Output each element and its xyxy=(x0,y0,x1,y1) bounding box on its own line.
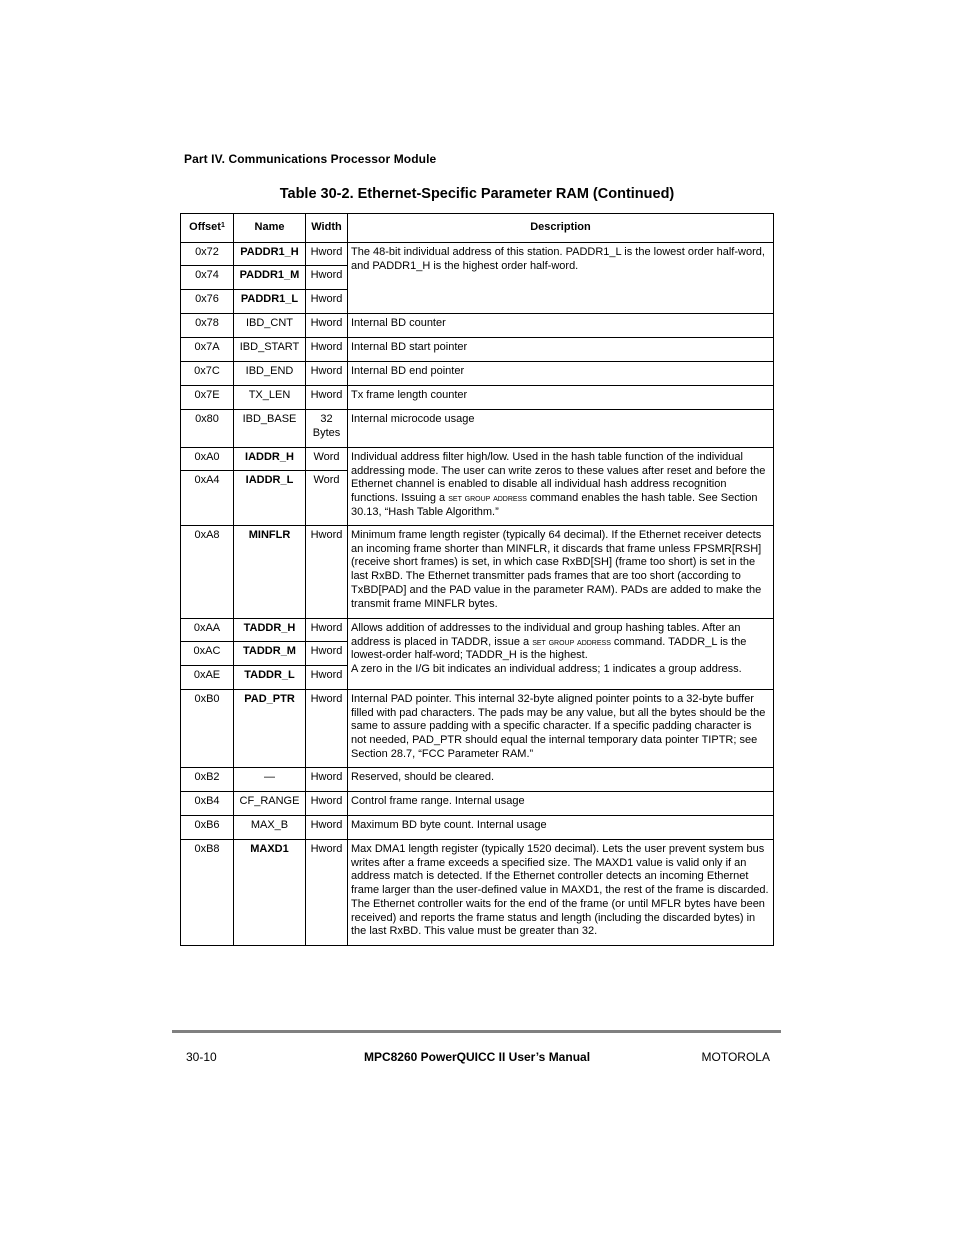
company-name: MOTOROLA xyxy=(701,1050,770,1064)
cell-width: Hword xyxy=(306,690,348,768)
cell-offset: 0x74 xyxy=(181,266,234,290)
cell-name: IBD_END xyxy=(234,362,306,386)
table-row xyxy=(181,410,774,448)
cell-width: Word xyxy=(306,471,348,526)
cell-description: Internal PAD pointer. This internal 32-byte aligned pointer points to a 32-byte buffer filled with pad characters. The pads may be any value, but all the bytes should be the same to assure padding with a specific character. If a specific padding character is not needed, PAD_PTR should equal the internal temporary data pointer TIPTR; see Section 28.7, “FCC Parameter RAM.” xyxy=(348,690,774,768)
col-header-name: Name xyxy=(234,214,306,243)
cell-name: IBD_CNT xyxy=(234,314,306,338)
cell-name: MAX_B xyxy=(234,816,306,840)
cell-description: Minimum frame length register (typically 64 decimal). If the Ethernet receiver detects an incoming frame shorter than MINFLR, it discards that frame unless FPSMR[RSH] (receive short frames) is set, in which case RxBD[SH] (frame too short) is set in the last RxBD. The Ethernet transmitter pads frames that are too short (according to TxBD[PAD] and the PAD value in the parameter RAM). PADs are added to make the transmit frame MINFLR bytes. xyxy=(348,526,774,619)
table-row xyxy=(181,338,774,362)
cell-description: Max DMA1 length register (typically 1520 decimal). Lets the user prevent system bus writes after a frame exceeds a specified size. The MAXD1 value is valid only if an address match is detected. If the Ethernet controller detects an incoming Ethernet frame larger than the user-defined value in MAXD1, the rest of the frame is discarded. The Ethernet controller waits for the end of the frame (or until MFLR bytes have been received) and reports the frame status and length (including the discarded bytes) in the last RxBD. This value must be greater than 32. xyxy=(348,840,774,946)
table-row xyxy=(181,243,774,266)
cell-name: PADDR1_H xyxy=(234,243,306,266)
table-row xyxy=(181,386,774,410)
cell-offset: 0xAE xyxy=(181,666,234,690)
cell-width: Word xyxy=(306,448,348,471)
cell-offset: 0x7C xyxy=(181,362,234,386)
cell-description: Individual address filter high/low. Used in the hash table function of the individual addressing mode. The user can write zeros to these values after reset and before the Ethernet channel is enabled to disable all individual hash address recognition functions. Issuing a set group address command enables the hash table. See Section 30.13, “Hash Table Algorithm.” xyxy=(348,448,774,526)
cell-offset: 0xB4 xyxy=(181,792,234,816)
cell-offset: 0xAA xyxy=(181,619,234,642)
cell-offset: 0xB8 xyxy=(181,840,234,946)
footnote-marker: 1 xyxy=(220,222,225,230)
cell-offset: 0x76 xyxy=(181,290,234,314)
cell-name: MINFLR xyxy=(234,526,306,619)
cell-name: IADDR_H xyxy=(234,448,306,471)
cell-width: Hword xyxy=(306,642,348,666)
cell-offset: 0x7A xyxy=(181,338,234,362)
cell-width: Hword xyxy=(306,666,348,690)
cell-name: — xyxy=(234,768,306,792)
cell-description: Control frame range. Internal usage xyxy=(348,792,774,816)
cell-offset: 0xA8 xyxy=(181,526,234,619)
cell-description: The 48-bit individual address of this station. PADDR1_L is the lowest order half-word, and PADDR1_H is the highest order half-word. xyxy=(348,243,774,314)
cell-width: Hword xyxy=(306,816,348,840)
cell-name: IBD_START xyxy=(234,338,306,362)
cell-description: Internal microcode usage xyxy=(348,410,774,448)
col-header-offset: Offset$^1$ xyxy=(181,214,234,243)
cell-name: CF_RANGE xyxy=(234,792,306,816)
cell-offset: 0x80 xyxy=(181,410,234,448)
cell-offset: 0x78 xyxy=(181,314,234,338)
cell-offset: 0xAC xyxy=(181,642,234,666)
cell-width: 32 Bytes xyxy=(306,410,348,448)
col-header-width: Width xyxy=(306,214,348,243)
table-row xyxy=(181,619,774,642)
cell-width: Hword xyxy=(306,619,348,642)
footer-divider xyxy=(172,1030,781,1033)
cell-width: Hword xyxy=(306,290,348,314)
cell-name: TADDR_M xyxy=(234,642,306,666)
running-header: Part IV. Communications Processor Module xyxy=(184,152,437,166)
col-header-description: Description xyxy=(348,214,774,243)
cell-width: Hword xyxy=(306,792,348,816)
cell-width: Hword xyxy=(306,314,348,338)
cell-offset: 0x7E xyxy=(181,386,234,410)
cell-name: PADDR1_L xyxy=(234,290,306,314)
cell-description: Reserved, should be cleared. xyxy=(348,768,774,792)
cell-name: PADDR1_M xyxy=(234,266,306,290)
cell-width: Hword xyxy=(306,526,348,619)
cell-description: Tx frame length counter xyxy=(348,386,774,410)
cell-description: Internal BD end pointer xyxy=(348,362,774,386)
parameter-ram-table xyxy=(180,213,774,946)
cell-description: Internal BD start pointer xyxy=(348,338,774,362)
table-row xyxy=(181,840,774,946)
manual-title: MPC8260 PowerQUICC II User’s Manual xyxy=(363,1050,591,1064)
cell-offset: 0xB2 xyxy=(181,768,234,792)
cell-width: Hword xyxy=(306,243,348,266)
cell-width: Hword xyxy=(306,768,348,792)
cell-name: TADDR_H xyxy=(234,619,306,642)
cell-name: IBD_BASE xyxy=(234,410,306,448)
table-row xyxy=(181,314,774,338)
cell-name: TADDR_L xyxy=(234,666,306,690)
cell-width: Hword xyxy=(306,840,348,946)
cell-description: Allows addition of addresses to the individual and group hashing tables. After an address is placed in TADDR, issue a set group address command. TADDR_L is the lowest-order half-word; TADDR_H is the highest. A zero in the I/G bit indicates an individual address; 1 indicates a group address. xyxy=(348,619,774,690)
table-row xyxy=(181,690,774,768)
cell-offset: 0x72 xyxy=(181,243,234,266)
cell-offset: 0xB6 xyxy=(181,816,234,840)
cell-width: Hword xyxy=(306,386,348,410)
cell-name: TX_LEN xyxy=(234,386,306,410)
cell-width: Hword xyxy=(306,362,348,386)
table-row xyxy=(181,768,774,792)
table-title: Table 30-2. Ethernet-Specific Parameter RAM (Continued) xyxy=(279,186,675,202)
cell-name: PAD_PTR xyxy=(234,690,306,768)
table-header-row xyxy=(181,214,774,243)
cell-width: Hword xyxy=(306,266,348,290)
table-row xyxy=(181,448,774,471)
cell-name: IADDR_L xyxy=(234,471,306,526)
cell-description: Maximum BD byte count. Internal usage xyxy=(348,816,774,840)
cell-description: Internal BD counter xyxy=(348,314,774,338)
table-row xyxy=(181,526,774,619)
table-row xyxy=(181,792,774,816)
cell-offset: 0xA0 xyxy=(181,448,234,471)
cell-offset: 0xB0 xyxy=(181,690,234,768)
table-row xyxy=(181,362,774,386)
cell-width: Hword xyxy=(306,338,348,362)
table-row xyxy=(181,816,774,840)
cell-offset: 0xA4 xyxy=(181,471,234,526)
page-number: 30-10 xyxy=(186,1050,217,1064)
cell-name: MAXD1 xyxy=(234,840,306,946)
